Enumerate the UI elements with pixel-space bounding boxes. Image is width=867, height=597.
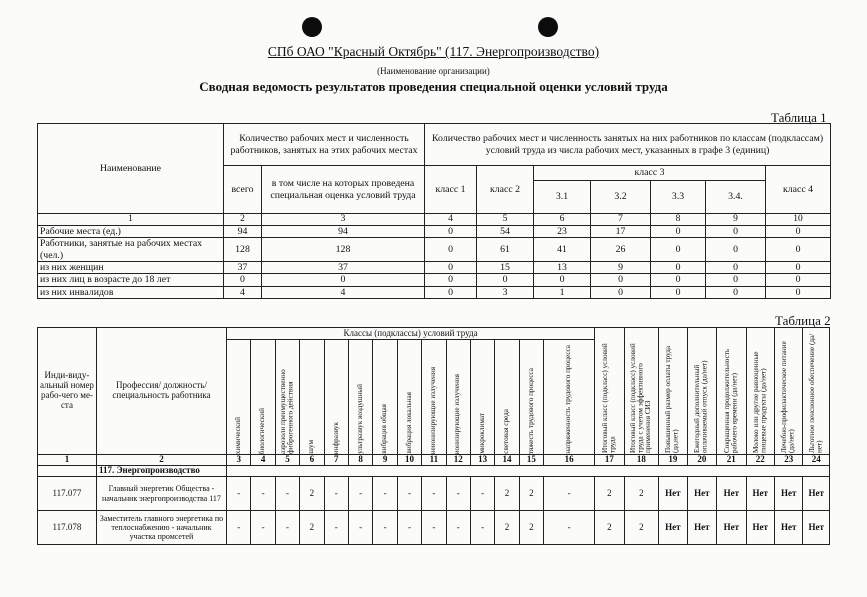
t2-colnum: 3 [227, 455, 251, 466]
cell: 2 [519, 511, 543, 545]
t2-colnum: 12 [446, 455, 470, 466]
t2-colnum: 13 [470, 455, 494, 466]
table-row [38, 511, 830, 545]
cell: 23 [534, 225, 591, 237]
t2-header-factor: Итоговый класс (подкласс) условий труда с учетом эффективного применения СИЗ [629, 343, 653, 453]
cell: Нет [687, 511, 716, 545]
t2-header-factor: Молоко или другие равноценные пищевые продукты (да/нет) [751, 351, 768, 453]
t2-header-factor: аэрозоли преимущественно фиброгенного действия [278, 369, 295, 454]
cell: 0 [224, 274, 262, 286]
t2-header-factor: инфразвук [331, 421, 340, 454]
t1-header-class2: класс 2 [477, 166, 534, 214]
t1-colnum: 7 [591, 214, 651, 226]
t2-header-factor: неионизирующие излучения [429, 366, 438, 454]
t1-colnum: 2 [224, 214, 262, 226]
t2-colnum: 5 [275, 455, 299, 466]
table-row [38, 274, 831, 286]
cell: 9 [591, 262, 651, 274]
cell: 0 [706, 225, 766, 237]
t2-colnum: 7 [324, 455, 348, 466]
t2-header-factor: Повышенный размер оплаты труда (да,нет) [664, 345, 680, 453]
cell: 0 [477, 274, 534, 286]
t2-colnum: 11 [422, 455, 446, 466]
t1-header-class4: класс 4 [766, 166, 831, 214]
t2-header-factor: микроклимат [477, 413, 486, 454]
cell: 0 [425, 286, 477, 298]
t2-colnum: 24 [803, 455, 830, 466]
cell: 0 [706, 274, 766, 286]
t1-colnum: 3 [262, 214, 425, 226]
t2-header-factor: ультразвук воздушный [355, 384, 364, 454]
cell: 2 [300, 511, 324, 545]
workplace-id: 117.078 [38, 511, 97, 545]
cell: 2 [595, 477, 624, 511]
cell: 4 [262, 286, 425, 298]
cell: - [470, 477, 494, 511]
t1-colnum: 4 [425, 214, 477, 226]
t2-colnum: 22 [746, 455, 774, 466]
table-row [38, 477, 830, 511]
cell: - [397, 477, 421, 511]
cell: Нет [659, 511, 687, 545]
cell: 0 [591, 274, 651, 286]
cell: Нет [803, 511, 830, 545]
cell: 0 [651, 286, 706, 298]
document-title: Сводная ведомость результатов проведения специальной оценки условий труда [199, 79, 668, 94]
t2-colnum: 18 [624, 455, 659, 466]
cell: - [470, 511, 494, 545]
cell: 0 [766, 225, 831, 237]
t2-header-factor: ионизирующие излучения [453, 373, 462, 454]
t2-colnum: 14 [495, 455, 519, 466]
row-label: из них женщин [38, 262, 224, 274]
cell: 128 [262, 238, 425, 262]
t1-colnum: 10 [766, 214, 831, 226]
t1-header-group2: Количество рабочих мест и численность занятых на них работников по классам (подклассам) условий труда из числа рабочих мест, указанных в графе 3 (единиц) [425, 124, 831, 166]
cell: 37 [262, 262, 425, 274]
t1-header-name: Наименование [38, 124, 224, 214]
t1-colnum: 8 [651, 214, 706, 226]
cell: - [251, 511, 275, 545]
cell: 13 [534, 262, 591, 274]
cell: 0 [591, 286, 651, 298]
table2-label: Таблица 2 [775, 313, 831, 328]
t1-colnum: 9 [706, 214, 766, 226]
position-name: Главный энергетик Общества - начальник энергопроизводства 117 [96, 477, 226, 511]
workplace-id: 117.077 [38, 477, 97, 511]
cell: - [446, 477, 470, 511]
cell: - [348, 511, 372, 545]
cell: 94 [224, 225, 262, 237]
cell: 37 [224, 262, 262, 274]
t2-header-factor: шум [307, 440, 316, 454]
cell: - [251, 477, 275, 511]
t2-header-factor: Льготное пенсионное обеспечение (да/нет) [807, 333, 824, 453]
t2-colnum: 10 [397, 455, 421, 466]
cell: 54 [477, 225, 534, 237]
t2-colnum: 16 [544, 455, 595, 466]
t1-header-c34: 3.4. [706, 181, 766, 214]
cell: Нет [659, 477, 687, 511]
cell: 1 [534, 286, 591, 298]
t2-header-factor: Лечебно-профилактическое питание (да/нет) [780, 341, 796, 453]
cell: 0 [651, 225, 706, 237]
t2-header-factor: вибрация локальная [404, 392, 413, 454]
cell: 41 [534, 238, 591, 262]
punch-hole-left [302, 17, 322, 37]
cell: - [275, 477, 299, 511]
row-label: Рабочие места (ед.) [38, 225, 224, 237]
cell: 0 [766, 286, 831, 298]
cell: - [446, 511, 470, 545]
cell: 4 [224, 286, 262, 298]
cell: 0 [262, 274, 425, 286]
cell: Нет [774, 477, 802, 511]
t2-header-profession: Профессия/ должность/ специальность работника [96, 328, 226, 455]
cell: 2 [595, 511, 624, 545]
t2-header-id: Инди-виду-альный номер рабо-чего ме-ста [38, 328, 97, 455]
cell: 0 [706, 262, 766, 274]
t2-colnum: 2 [96, 455, 226, 466]
table-row [38, 286, 831, 298]
t2-header-factor: вибрация общая [380, 404, 389, 454]
t2-colnum: 23 [774, 455, 802, 466]
assessment-table [37, 327, 830, 545]
cell: Нет [717, 511, 746, 545]
cell: 17 [591, 225, 651, 237]
punch-hole-right [538, 17, 558, 37]
row-label: из них инвалидов [38, 286, 224, 298]
t2-colnum: 8 [348, 455, 372, 466]
cell: Нет [774, 511, 802, 545]
t1-header-c33: 3.3 [651, 181, 706, 214]
t2-header-factor: световая среда [502, 409, 511, 454]
cell: - [422, 511, 446, 545]
cell: 2 [624, 477, 659, 511]
t2-header-factor: Итоговый класс (подкласс) условий труда [600, 343, 617, 453]
cell: 0 [651, 262, 706, 274]
cell: 0 [706, 286, 766, 298]
summary-table [37, 123, 831, 299]
cell: 0 [534, 274, 591, 286]
cell: 0 [651, 238, 706, 262]
t2-colnum: 6 [300, 455, 324, 466]
cell: - [544, 477, 595, 511]
cell: - [544, 511, 595, 545]
t1-header-c32: 3.2 [591, 181, 651, 214]
cell: Нет [803, 477, 830, 511]
cell: 61 [477, 238, 534, 262]
row-label: из них лиц в возрасте до 18 лет [38, 274, 224, 286]
cell: - [324, 511, 348, 545]
position-name: Заместитель главного энергетика по теплоснабжению - начальник участка промсетей [96, 511, 226, 545]
section-heading: 117. Энергопроизводство [96, 466, 226, 477]
cell: 2 [624, 511, 659, 545]
t2-header-classes: Классы (подклассы) условий труда [227, 328, 595, 340]
cell: 2 [300, 477, 324, 511]
cell: 128 [224, 238, 262, 262]
cell: 0 [425, 238, 477, 262]
cell: - [397, 511, 421, 545]
organization-caption: (Наименование организации) [377, 66, 490, 76]
t2-colnum: 1 [38, 455, 97, 466]
t2-header-factor: напряженность трудового процесса [564, 345, 573, 454]
cell: Нет [746, 511, 774, 545]
cell: - [348, 477, 372, 511]
cell: 0 [766, 274, 831, 286]
row-label: Работники, занятые на рабочих местах (чел.) [38, 238, 224, 262]
t1-colnum: 1 [38, 214, 224, 226]
cell: 0 [425, 225, 477, 237]
table1-label: Таблица 1 [771, 110, 827, 125]
cell: 94 [262, 225, 425, 237]
cell: 0 [766, 262, 831, 274]
cell: 2 [495, 477, 519, 511]
cell: - [422, 477, 446, 511]
t1-header-class1: класс 1 [425, 166, 477, 214]
cell: - [373, 477, 397, 511]
t2-colnum: 17 [595, 455, 624, 466]
t2-colnum: 9 [373, 455, 397, 466]
t1-colnum: 5 [477, 214, 534, 226]
cell: 0 [706, 238, 766, 262]
t1-header-c31: 3.1 [534, 181, 591, 214]
table-row [38, 238, 831, 262]
cell: - [227, 477, 251, 511]
cell: Нет [717, 477, 746, 511]
cell: - [227, 511, 251, 545]
cell: 3 [477, 286, 534, 298]
t2-header-factor: Сокращенная продолжительность рабочего времени (да/нет) [722, 348, 739, 453]
t1-colnum: 6 [534, 214, 591, 226]
cell: Нет [746, 477, 774, 511]
t2-colnum: 15 [519, 455, 543, 466]
t2-header-factor: биологический [258, 407, 267, 454]
organization-name: СПб ОАО "Красный Октябрь" (117. Энергопроизводство) [267, 44, 600, 59]
t1-header-group1: Количество рабочих мест и численность работников, занятых на этих рабочих местах [224, 124, 425, 166]
t1-header-total: всего [224, 166, 262, 214]
cell: - [373, 511, 397, 545]
cell: 0 [766, 238, 831, 262]
t1-header-incl: в том числе на которых проведена специальная оценка условий труда [262, 166, 425, 214]
t2-header-factor: Ежегодный дополнительный оплачиваемый отпуск (да/нет) [693, 360, 709, 453]
t2-header-factor: тяжесть трудового процесса [526, 367, 535, 454]
cell: 0 [651, 274, 706, 286]
cell: 2 [519, 477, 543, 511]
cell: 2 [495, 511, 519, 545]
table-row [38, 225, 831, 237]
cell: 0 [425, 274, 477, 286]
table-row [38, 262, 831, 274]
t2-colnum: 4 [251, 455, 275, 466]
cell: Нет [687, 477, 716, 511]
cell: 0 [425, 262, 477, 274]
t2-header-factor: химический [233, 416, 242, 454]
cell: - [324, 477, 348, 511]
t2-colnum: 21 [717, 455, 746, 466]
t2-colnum: 19 [659, 455, 687, 466]
cell: 15 [477, 262, 534, 274]
cell: 26 [591, 238, 651, 262]
t1-header-class3: класс 3 [534, 166, 766, 181]
t2-colnum: 20 [687, 455, 716, 466]
cell: - [275, 511, 299, 545]
